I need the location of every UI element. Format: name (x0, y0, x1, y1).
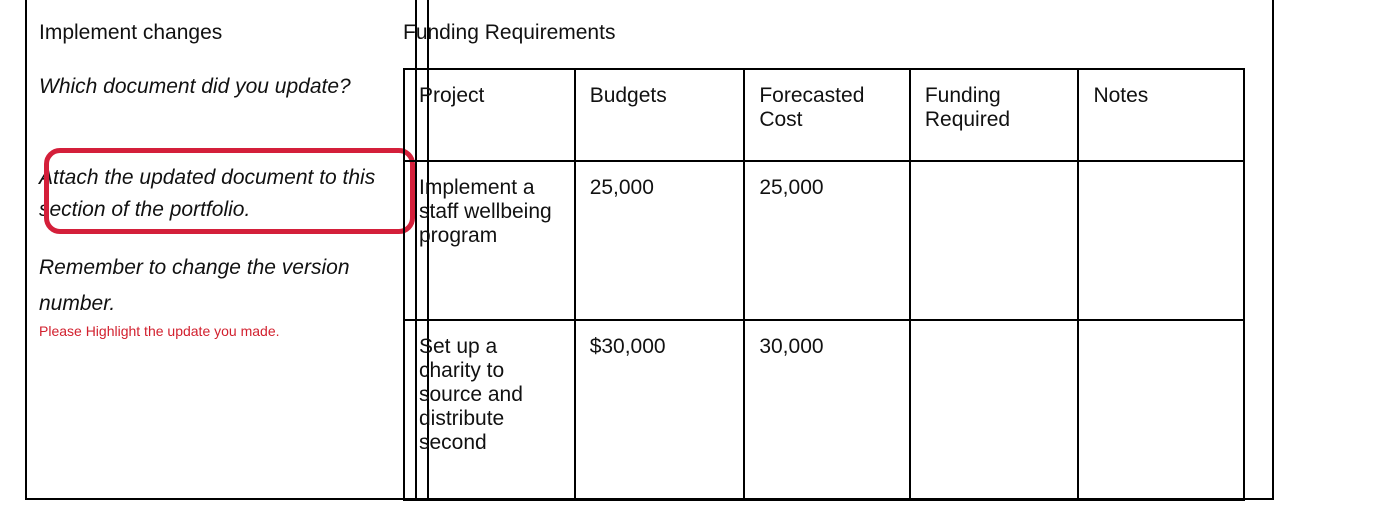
highlight-annotation-ring (44, 148, 415, 234)
cell-forecasted-cost[interactable]: 30,000 (744, 320, 910, 500)
funding-requirements-table (403, 68, 1245, 501)
question-attach-document[interactable]: Attach the updated document to this section of the portfolio. (39, 166, 376, 221)
cell-notes[interactable] (1078, 320, 1244, 500)
left-panel-title: Implement changes (39, 21, 223, 44)
table-header-row (404, 69, 1244, 161)
table-row (404, 320, 1244, 500)
cell-project[interactable]: Set up a charity to source and distribute second (404, 320, 575, 500)
header-budgets: Budgets (575, 69, 745, 161)
header-notes: Notes (1078, 69, 1244, 161)
table-row (404, 161, 1244, 320)
cell-notes[interactable] (1078, 161, 1244, 320)
cell-funding-required[interactable] (910, 161, 1079, 320)
right-panel-title: Funding Requirements (403, 21, 616, 44)
cell-budget[interactable]: 25,000 (575, 161, 745, 320)
question-version-number[interactable]: Remember to change the version number. (39, 256, 350, 315)
cell-budget[interactable]: $30,000 (575, 320, 745, 500)
header-funding-required: Funding Required (910, 69, 1079, 161)
highlight-instruction-note: Please Highlight the update you made. (39, 323, 280, 339)
cell-project[interactable]: Implement a staff wellbeing program (404, 161, 575, 320)
question-document-updated[interactable]: Which document did you update? (39, 75, 351, 98)
header-forecasted-cost: Forecasted Cost (744, 69, 910, 161)
cell-funding-required[interactable] (910, 320, 1079, 500)
cell-forecasted-cost[interactable]: 25,000 (744, 161, 910, 320)
header-project: Project (404, 69, 575, 161)
